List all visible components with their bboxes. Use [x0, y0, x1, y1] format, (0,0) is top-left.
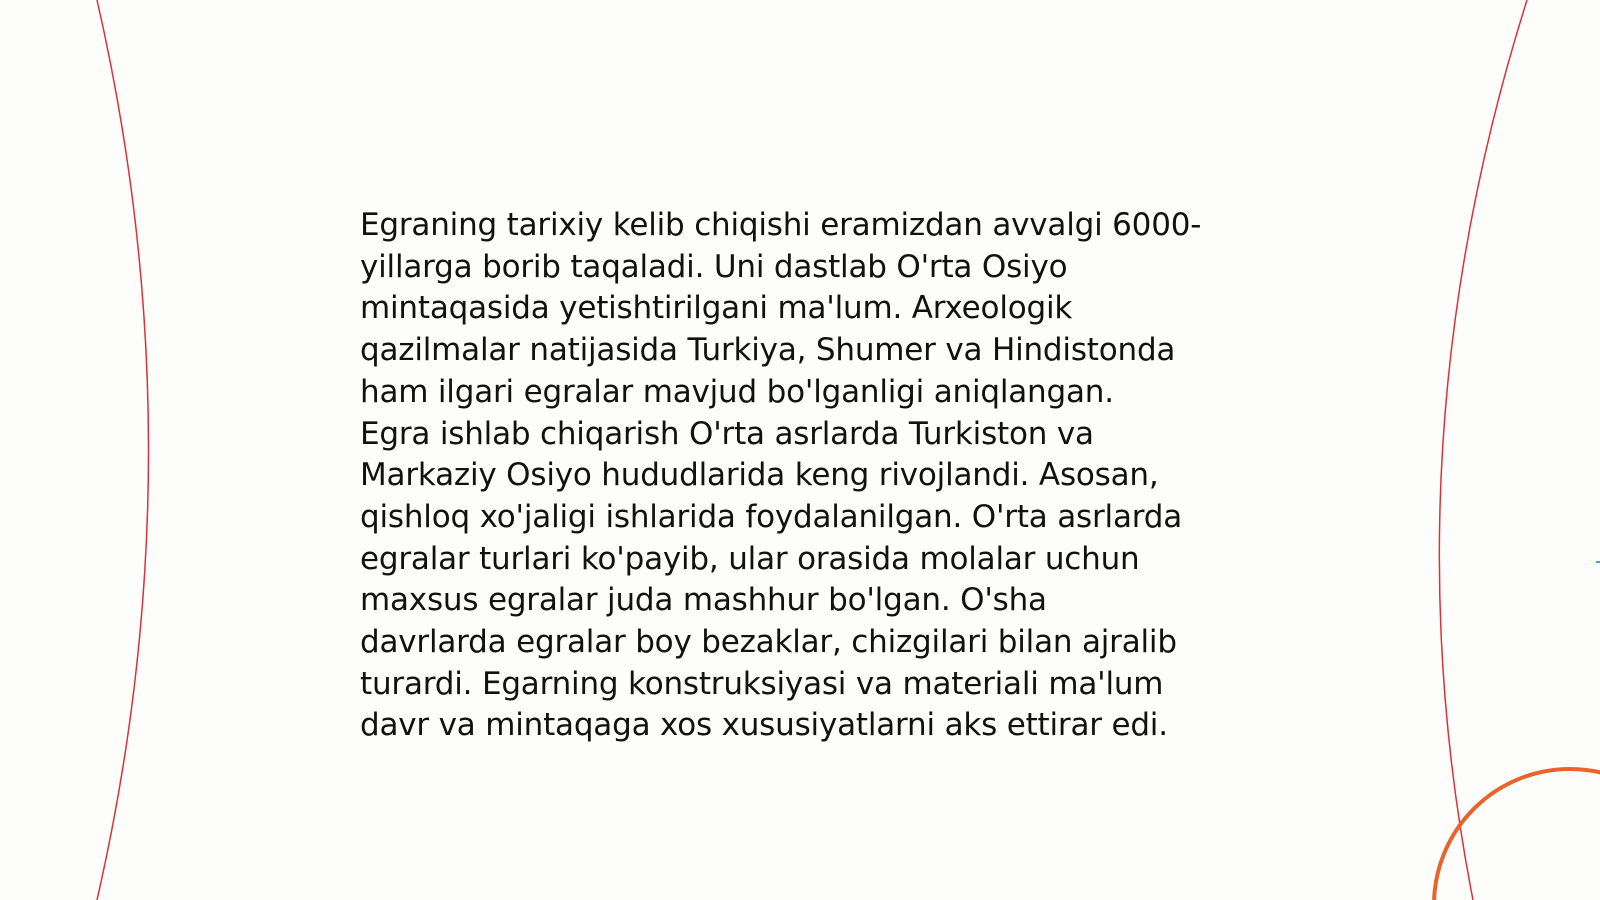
- orange-circle-outline: [1434, 769, 1600, 900]
- text-line: Egraning tarixiy kelib chiqishi eramizdan avvalgi 6000-: [360, 207, 1202, 243]
- text-line: Markaziy Osiyo hududlarida keng rivojlandi. Asosan,: [360, 457, 1159, 494]
- text-line: maxsus egralar juda mashhur bo'lgan. O'sha: [360, 582, 1047, 619]
- text-line: egralar turlari ko'payib, ular orasida molalar uchun: [360, 540, 1140, 577]
- text-line: Egra ishlab chiqarish O'rta asrlarda Turkiston va: [360, 415, 1094, 452]
- text-line: yillarga borib taqaladi. Uni dastlab O'rta Osiyo: [360, 248, 1068, 285]
- text-line: qishloq xo'jaligi ishlarida foydalanilgan. O'rta asrlarda: [360, 498, 1183, 535]
- text-line: ham ilgari egralar mavjud bo'lganligi aniqlangan.: [360, 373, 1114, 410]
- text-line: qazilmalar natijasida Turkiya, Shumer va Hindistonda: [360, 332, 1176, 369]
- right-red-arc: [1439, 0, 1527, 900]
- text-line: turardi. Egarning konstruksiyasi va materiali ma'lum: [360, 665, 1164, 702]
- text-line: mintaqasida yetishtirilgani ma'lum. Arxeologik: [360, 290, 1073, 327]
- left-red-arc: [97, 0, 149, 900]
- text-line: davr va mintaqaga xos xususiyatlarni aks ettirar edi.: [360, 707, 1168, 744]
- text-line: davrlarda egralar boy bezaklar, chizgilari bilan ajralib: [360, 624, 1177, 661]
- body-paragraph: [360, 205, 1260, 747]
